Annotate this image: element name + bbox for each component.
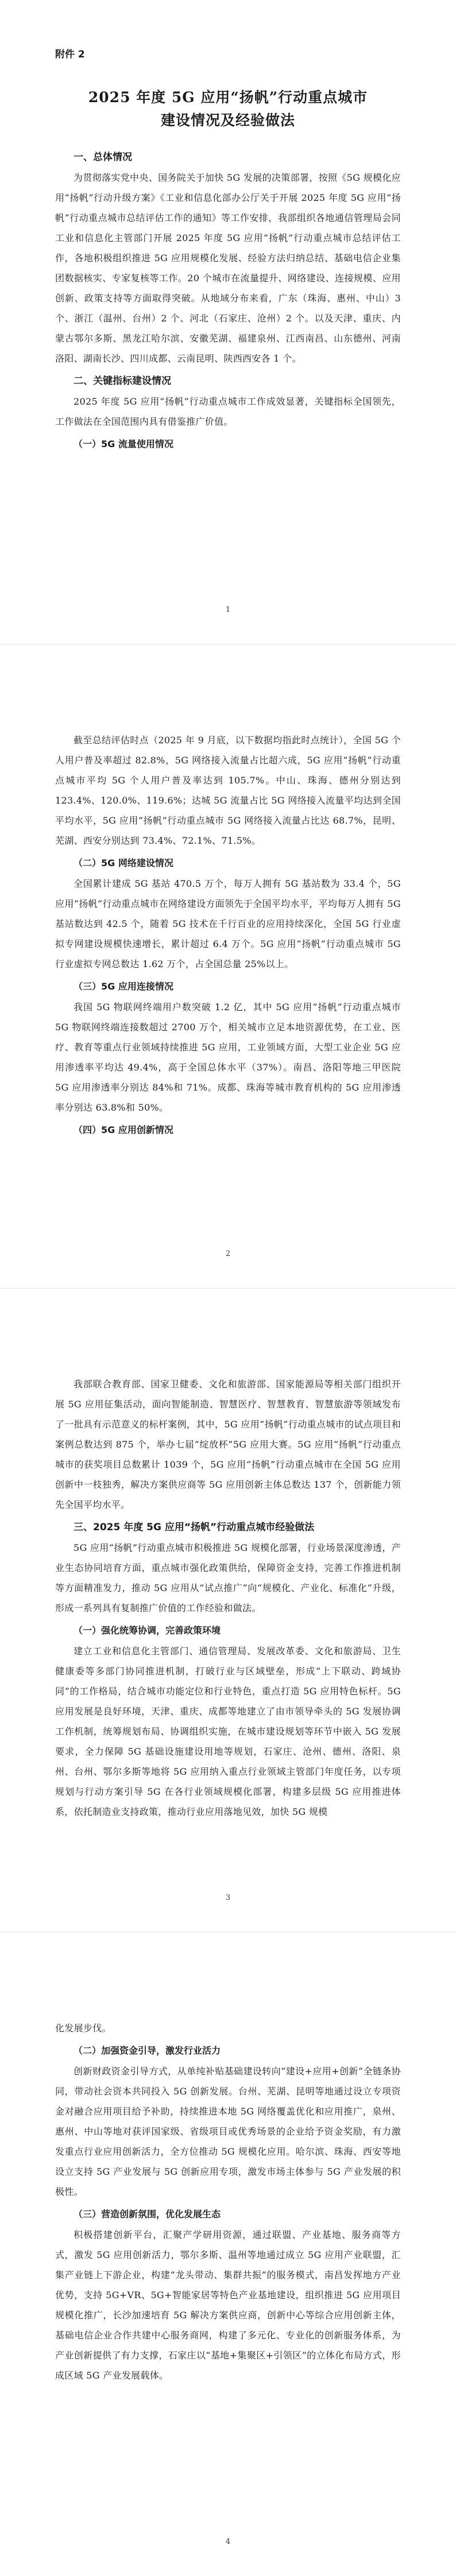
section-2-4-heading: （四）5G 应用创新情况 xyxy=(74,1124,173,1135)
page-number: 4 xyxy=(225,2538,231,2546)
page-4-content xyxy=(55,2018,401,2385)
page-number: 2 xyxy=(225,1250,231,1258)
page-3 xyxy=(0,1288,456,1932)
section-2-1-paragraph: 截至总结评估时点（2025 年 9 月底，以下数据均指此时点统计），全国 5G 个人用户普及率超过 82.8%，5G 网络接入流量占比超六成，5G 应用“扬帆”行动重点城市平均 5G 个人用户普及率达到 105.7%。中山、珠海、德州分别达到 123.4%、120.0%、119.6%；达城 5G 流量占比 5G 网络接入流量平均达到全国平均水平，5G 应用“扬帆”行动重点城市 5G 网络接入流量占比达 68.7%，昆明、芜湖、西安分别达到 73.4%、72.1%、71.5%。 xyxy=(55,735,401,846)
section-3-1-heading: （一）强化统筹协调，完善政策环境 xyxy=(74,1625,221,1636)
title-line-1: 2025 年度 5G 应用“扬帆”行动重点城市 xyxy=(88,89,368,106)
section-3-intro: 5G 应用“扬帆”行动重点城市积极推进 5G 规模化部署，行业场景深度渗透，产业生态协同培育方面，重点城市强化政策供给，保障资金支持，完善工作推进机制等方面精准发力，推动 5G 应用从“试点推广”向“规模化、产业化、标准化”升级，形成一系列具有复制推广价值的工作经验和做法。 xyxy=(55,1542,401,1613)
annex-label: 附件 2 xyxy=(55,49,85,60)
page-divider xyxy=(0,644,456,645)
section-3-2-heading: （二）加强资金引导，激发行业活力 xyxy=(74,2045,221,2056)
page-number: 3 xyxy=(225,1894,231,1902)
section-2-2-paragraph: 全国累计建成 5G 基站 470.5 万个，每万人拥有 5G 基站数为 33.4 个，5G 应用“扬帆”行动重点城市在网络建设方面领先于全国平均水平，平均每万人拥有 5G 基站数达到 42.5 个，随着 5G 技术在千行百业的应用持续深化，全国 5G 行业虚拟专网建设规模快速增长，累计超过 6.4 万个。5G 应用“扬帆”行动重点城市 5G 行业虚拟专网总数达 1.62 万个，占全国总量 25%以上。 xyxy=(55,878,401,969)
section-2-3-paragraph: 我国 5G 物联网终端用户数突破 1.2 亿，其中 5G 应用“扬帆”行动重点城市 5G 物联网终端连接数超过 2700 万个，相关城市立足本地资源优势，在工业、医疗、教育等重点行业领域持续推进 5G 应用，工业领域方面，大型工业企业 5G 应用渗透率平均达 49.4%，高于全国总体水平（37%）。南昌、洛阳等地三甲医院 5G 应用渗透率分别达 84%和 71%。成都、珠海等城市教育机构的 5G 应用渗透率分别达 63.8%和 50%。 xyxy=(55,1002,401,1113)
section-3-1-paragraph: 建立工业和信息化主管部门、通信管理局、发展改革委、文化和旅游局、卫生健康委等多部门协同推进机制，打破行业与区域壁垒，形成“上下联动、跨域协同”的工作格局，结合城市功能定位和行业特色，重点打造 5G 应用特色标杆。5G 应用发展是良好环境，天津、重庆、成都等地建立了由市领导牵头的 5G 发展协调工作机制，统筹规划布局、协调组织实施，在城市建设规划等环节中嵌入 5G 发展要求，全力保障 5G 基础设施建设用地等规划，石家庄、沧州、德州、洛阳、泉州、台州、鄂尔多斯等地将 5G 应用纳入重点行业领域主管部门年度任务，以专项规划与行动方案引导 5G 在各行业领域规模化部署，构建多层级 5G 应用推进体系，依托制造业支持政策，推动行业应用落地见效，加快 5G 规模 xyxy=(55,1646,401,1817)
page-3-content xyxy=(55,1374,401,1822)
section-2-heading: 二、关键指标建设情况 xyxy=(74,375,171,387)
section-1-paragraph: 为贯彻落实党中央、国务院关于加快 5G 发展的决策部署，按照《5G 规模化应用“扬帆”行动升级方案》《工业和信息化部办公厅关于开展 2025 年度 5G 应用“扬帆”行动重点城市总结评估工作的通知》等工作安排，我部组织各地通信管理局会同工业和信息化主管部门开展 2025 年度 5G 应用“扬帆”行动重点城市总结评估工作，各地积极组织推进 5G 应用规模化发展、经验方法归纳总结、基础电信企业集团数据核实、专家复核等工作。20 个城市在流量提升、网络建设、连接规模、应用创新、政策支持等方面取得突破。从地域分布来看，广东（珠海、惠州、中山）3 个、浙江（温州、台州）2 个、河北（石家庄、沧州）2 个。以及天津、重庆、内蒙古鄂尔多斯、黑龙江哈尔滨、安徽芜湖、福建泉州、江西南昌、山东德州、河南洛阳、湖南长沙、四川成都、云南昆明、陕西西安各 1 个。 xyxy=(55,172,401,364)
title-line-2: 建设情况及经验做法 xyxy=(160,112,295,129)
document-title xyxy=(55,86,401,132)
section-2-2-heading: （二）5G 网络建设情况 xyxy=(74,858,173,868)
page-divider xyxy=(0,1288,456,1289)
section-3-3-paragraph: 积极搭建创新平台，汇聚产学研用资源，通过联盟、产业基地、服务商等方式，激发 5G 应用创新活力，鄂尔多斯、温州等地通过成立 5G 应用产业联盟，汇集产业链上下游企业，构建“龙头带动、集群共振”的服务模式，南昌发挥地方产业优势，支持 5G+VR、5G+智能家居等特色产业基地建设，组织推进 5G 应用项目规模化推广，长沙加速培育 5G 解决方案供应商，创新中心等综合应用创新主体，基础电信企业合作共建中心服务商网，构建了多元化、专业化的创新服务体系，为产业创新提供了有力支撑，石家庄以“基地+集聚区+引领区”的立体化布局方式，形成区域 5G 产业发展载体。 xyxy=(55,2229,401,2381)
section-3-1-continuation: 化发展步伐。 xyxy=(55,2023,111,2034)
section-3-3-heading: （三）营造创新氛围，优化发展生态 xyxy=(74,2209,221,2220)
section-2-1-heading: （一）5G 流量使用情况 xyxy=(74,439,173,449)
section-3-heading: 三、2025 年度 5G 应用“扬帆”行动重点城市经验做法 xyxy=(74,1522,315,1533)
page-2-content xyxy=(55,730,401,1140)
page-number: 1 xyxy=(225,606,231,614)
page-1 xyxy=(0,0,456,644)
section-2-intro: 2025 年度 5G 应用“扬帆”行动重点城市工作成效显著，关键指标全国领先，工作做法在全国范围内具有借鉴推广价值。 xyxy=(55,396,401,427)
section-2-3-heading: （三）5G 应用连接情况 xyxy=(74,981,173,992)
page-divider xyxy=(0,1932,456,1933)
section-3-2-paragraph: 创新财政资金引导方式，从单纯补贴基础建设转向“建设+应用+创新”全链条协同，带动社会资本共同投入 5G 创新发展。台州、芜湖、昆明等地通过设立专项资金对融合应用项目给予补助，持续推进本地 5G 网络覆盖优化和应用推广，泉州、惠州、中山等地对获评国家级、省级项目或优秀场景的企业给予资金奖励，有力激发重点行业应用创新活力，全方位推动 5G 规模化应用。哈尔滨、珠海、西安等地设立支持 5G 产业发展与 5G 创新应用专项，激发市场主体参与 5G 产业发展的积极性。 xyxy=(55,2066,401,2197)
page-2 xyxy=(0,644,456,1288)
page-4 xyxy=(0,1932,456,2576)
section-1-heading: 一、总体情况 xyxy=(74,152,132,163)
section-2-4-paragraph: 我部联合教育部、国家卫健委、文化和旅游部、国家能源局等相关部门组织开展 5G 应用征集活动，面向智能制造、智慧医疗、智慧教育、智慧旅游等领域发布了一批具有示范意义的标杆案例，其中，5G 应用“扬帆”行动重点城市的试点项目和案例总数达到 875 个，举办七届“绽放杯”5G 应用大赛。5G 应用“扬帆”行动重点城市的获奖项目总数累计 1039 个，5G 应用“扬帆”行动重点城市在全国 5G 应用创新中一枝独秀，解决方案供应商等 5G 应用创新主体总数达 137 个，创新能力领先全国平均水平。 xyxy=(55,1379,401,1510)
page-1-content xyxy=(55,63,401,455)
